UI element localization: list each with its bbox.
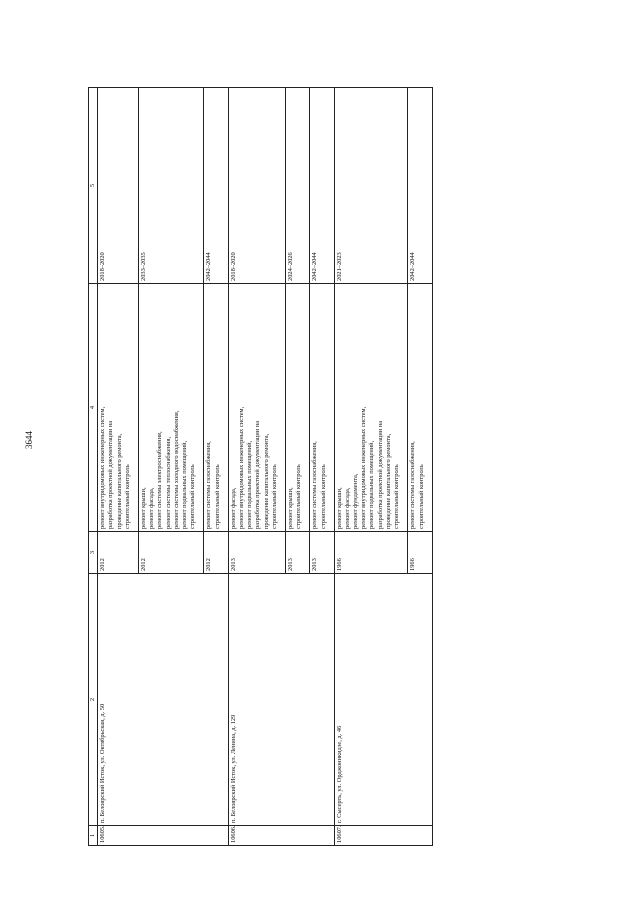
header-col-1: 1 (89, 826, 98, 846)
table-header (89, 88, 98, 846)
build-year: 2013 (228, 532, 285, 574)
work-item: строительный контроль (393, 464, 401, 529)
work-item: строительный контроль (270, 464, 278, 529)
rotated-table-wrapper (88, 88, 510, 846)
work-item: ремонт системы газоснабжения, (409, 441, 417, 529)
work-item: ремонт фасада, (343, 487, 351, 529)
build-year: 1966 (334, 532, 408, 574)
work-item: ремонт подвальных помещений, (368, 440, 376, 529)
work-item: строительный контроль (189, 464, 197, 529)
header-col-5: 5 (89, 88, 98, 284)
work-item: ремонт системы газоснабжения, (311, 441, 319, 529)
table-row (334, 88, 408, 846)
repair-works (228, 284, 285, 532)
work-item: разработка проектной документации на (254, 420, 262, 529)
build-year: 2013 (285, 532, 309, 574)
building-address: г. Сысерть, ул. Орджоникидзе, д. 46 (334, 574, 432, 826)
row-number: 10606. (228, 826, 334, 846)
repair-period: 2024–2026 (285, 88, 309, 284)
work-item: ремонт системы теплоснабжения, (164, 436, 172, 529)
repair-works (408, 284, 432, 532)
work-item: разработка проектной документации на (107, 420, 115, 529)
build-year: 1966 (408, 532, 432, 574)
work-item: ремонт крыши, (335, 487, 343, 529)
work-item: ремонт системы газоснабжения, (205, 441, 213, 529)
repair-period: 2042–2044 (408, 88, 432, 284)
repair-period: 2042–2044 (204, 88, 228, 284)
work-item: ремонт крыши, (139, 487, 147, 529)
work-item: ремонт фасада, (148, 487, 156, 529)
work-item: проведение капитального ремонта, (262, 433, 270, 529)
work-item: проведение капитального ремонта, (384, 433, 392, 529)
repair-works (334, 284, 408, 532)
work-item: ремонт внутридомовых инженерных систем, (360, 406, 368, 529)
work-item: разработка проектной документации на (376, 420, 384, 529)
header-col-3: 3 (89, 532, 98, 574)
work-item: ремонт фасада, (229, 487, 237, 529)
repair-period: 2018–2020 (228, 88, 285, 284)
building-address: п. Белоярский Исток, ул. Ленина, д. 129 (228, 574, 334, 826)
repair-works (285, 284, 309, 532)
repair-works (98, 284, 139, 532)
work-item: строительный контроль (213, 464, 221, 529)
header-col-2: 2 (89, 574, 98, 826)
work-item: ремонт фундамента, (352, 473, 360, 529)
table-body (98, 88, 433, 846)
build-year: 2012 (204, 532, 228, 574)
table-row (98, 88, 139, 846)
work-item: ремонт подвальных помещений, (180, 440, 188, 529)
build-year: 2012 (98, 532, 139, 574)
repair-schedule-table (88, 87, 433, 846)
work-item: строительный контроль (123, 464, 131, 529)
page-number: 3644 (24, 431, 34, 449)
repair-works (138, 284, 203, 532)
work-item: ремонт системы электроснабжения, (156, 431, 164, 529)
work-item: проведение капитального ремонта, (115, 433, 123, 529)
repair-period: 2021–2023 (334, 88, 408, 284)
work-item: строительный контроль (417, 464, 425, 529)
table-row (228, 88, 285, 846)
repair-works (310, 284, 334, 532)
work-item: строительный контроль (319, 464, 327, 529)
build-year: 2013 (310, 532, 334, 574)
repair-works (204, 284, 228, 532)
building-address: п. Белоярский Исток, ул. Октябрьская, д. 50 (98, 574, 229, 826)
work-item: ремонт внутридомовых инженерных систем, (237, 406, 245, 529)
work-item: ремонт внутридомовых инженерных систем, (99, 406, 107, 529)
repair-period: 2018–2020 (98, 88, 139, 284)
repair-period: 2042–2044 (310, 88, 334, 284)
work-item: строительный контроль (295, 464, 303, 529)
header-col-4: 4 (89, 284, 98, 532)
build-year: 2012 (138, 532, 203, 574)
work-item: ремонт крыши, (286, 487, 294, 529)
row-number: 10607. (334, 826, 432, 846)
repair-period: 2033–2035 (138, 88, 203, 284)
work-item: ремонт системы холодного водоснабжения, (172, 410, 180, 529)
row-number: 10605. (98, 826, 229, 846)
work-item: ремонт подвальных помещений, (246, 440, 254, 529)
